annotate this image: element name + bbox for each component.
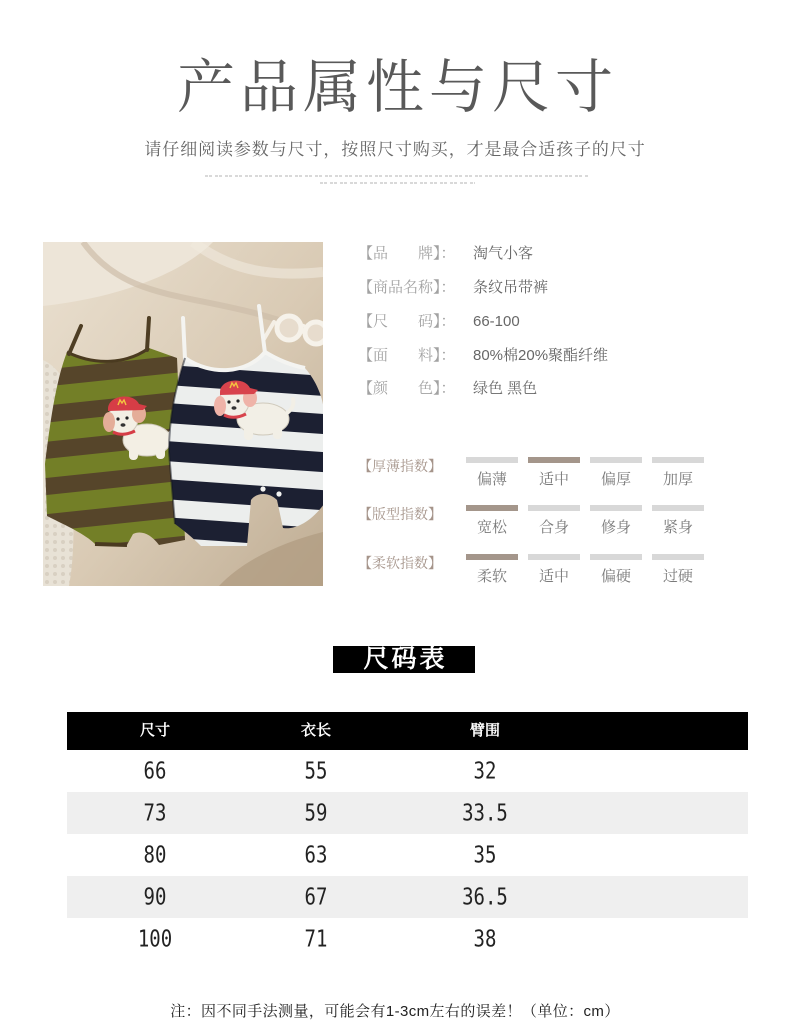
index-option-label: 适中 [538,568,569,585]
measurement-note: 注：因不同手法测量，可能会有1-3cm左右的误差！（单位：cm） [170,1003,620,1020]
index-label: 【柔软指数】 [358,555,442,571]
index-option [466,551,518,599]
index-row-fit [358,502,704,552]
dog-ear [103,412,115,432]
table-cell [243,834,389,876]
index-label: 【厚薄指数】 [358,458,442,474]
sunglasses-lens [277,316,301,340]
attribute-value: 66-100 [473,313,520,330]
romper-strap [183,318,185,359]
size-value: 100 [137,925,173,953]
attribute-value: 淘气小客 [473,245,534,262]
attribute-row-material [358,344,608,368]
index-option-label: 柔软 [476,568,507,585]
length-value: 59 [304,799,328,827]
table-cell [389,750,581,792]
index-bar [528,505,580,511]
column-header-size: 尺寸 [139,722,170,739]
dog-eye [227,400,230,403]
attribute-label: 【品 牌】： [358,245,456,262]
index-option [590,454,642,502]
snap-button [260,486,265,491]
table-cell [67,876,243,918]
index-option-label: 合身 [538,519,569,536]
dog-eye [116,417,119,420]
table-cell [389,876,581,918]
index-option [652,454,704,502]
table-row [67,876,748,918]
attribute-row-brand [358,242,533,266]
dog-eye [236,399,239,402]
dog-leg [244,423,253,440]
table-row [67,750,748,792]
arm-value: 38 [473,925,497,953]
index-option-label: 偏薄 [476,471,507,488]
attribute-value: 绿色 黑色 [473,380,538,397]
index-bar [652,554,704,560]
size-value: 90 [143,883,167,911]
index-option [528,454,580,502]
romper-body [169,352,323,546]
dog-leg [129,443,138,460]
size-value: 73 [143,799,167,827]
index-bar [528,457,580,463]
table-row [67,918,748,960]
index-bar [528,554,580,560]
attribute-row-product-name [358,276,548,300]
index-option-label: 加厚 [662,471,693,488]
arm-value: 35 [473,841,497,869]
page-subtitle: 请仔细阅读参数与尺寸，按照尺寸购买，才是最合适孩子的尺寸 [144,140,646,159]
sunglasses-lens [305,322,323,344]
index-option-label: 适中 [538,471,569,488]
romper-strap [147,318,149,350]
size-chart-title: 尺码表 [333,646,475,673]
attribute-row-color [358,377,537,401]
size-value: 66 [143,757,167,785]
index-option [466,502,518,550]
table-row [67,792,748,834]
fine-print-line [205,175,588,177]
index-bar [652,457,704,463]
index-bar [652,505,704,511]
fine-print-line [320,182,475,184]
index-option-label: 宽松 [476,519,507,536]
arm-value: 33.5 [462,799,508,827]
column-header-arm: 臂围 [469,722,500,739]
attribute-value: 条纹吊带裤 [473,279,549,296]
index-bar [466,505,518,511]
table-header [67,712,748,750]
dog-ear [214,396,226,416]
index-option-label: 偏厚 [600,471,631,488]
table-cell [67,750,243,792]
table-cell [243,876,389,918]
length-value: 67 [304,883,328,911]
length-value: 55 [304,757,328,785]
product-photo-illustration [43,242,323,586]
index-bar [466,554,518,560]
dog-nose [121,423,126,427]
page-title: 产品属性与尺寸 [176,55,618,120]
size-table [67,712,748,960]
index-option-label: 修身 [600,519,631,536]
index-option-label: 偏硬 [600,568,631,585]
index-row-softness [358,551,704,601]
index-option-label: 紧身 [662,519,693,536]
index-bar [590,457,642,463]
index-option [652,551,704,599]
length-value: 63 [304,841,328,869]
table-cell [243,918,389,960]
table-cell [389,792,581,834]
index-option [466,454,518,502]
index-option [652,502,704,550]
table-cell [389,834,581,876]
table-cell [67,834,243,876]
table-cell [243,792,389,834]
dog-eye [125,416,128,419]
dog-leg [156,443,165,459]
column-header-length: 衣长 [300,722,331,739]
index-option [528,502,580,550]
table-cell [243,750,389,792]
length-value: 71 [304,925,328,953]
index-option [528,551,580,599]
index-bar [590,554,642,560]
dog-leg [273,423,282,439]
table-row [67,834,748,876]
attribute-label: 【颜 色】： [358,380,456,397]
product-photo [43,242,323,586]
attribute-value: 80%棉20%聚酯纤维 [473,347,609,364]
attribute-label: 【面 料】： [358,347,456,364]
romper-leg-cuff [95,544,127,545]
size-value: 80 [143,841,167,869]
arm-value: 32 [473,757,497,785]
table-cell [67,792,243,834]
table-cell [67,918,243,960]
index-option-label: 过硬 [662,568,693,585]
table-cell [389,918,581,960]
attribute-label: 【尺 码】： [358,313,456,330]
index-label: 【版型指数】 [358,506,442,522]
index-option [590,551,642,599]
index-row-thickness [358,454,704,504]
dog-nose [232,406,237,410]
index-bar [466,457,518,463]
index-option [590,502,642,550]
attribute-label: 【商品名称】： [358,279,456,296]
attribute-row-size [358,310,520,334]
snap-button [276,491,281,496]
arm-value: 36.5 [462,883,508,911]
index-bar [590,505,642,511]
